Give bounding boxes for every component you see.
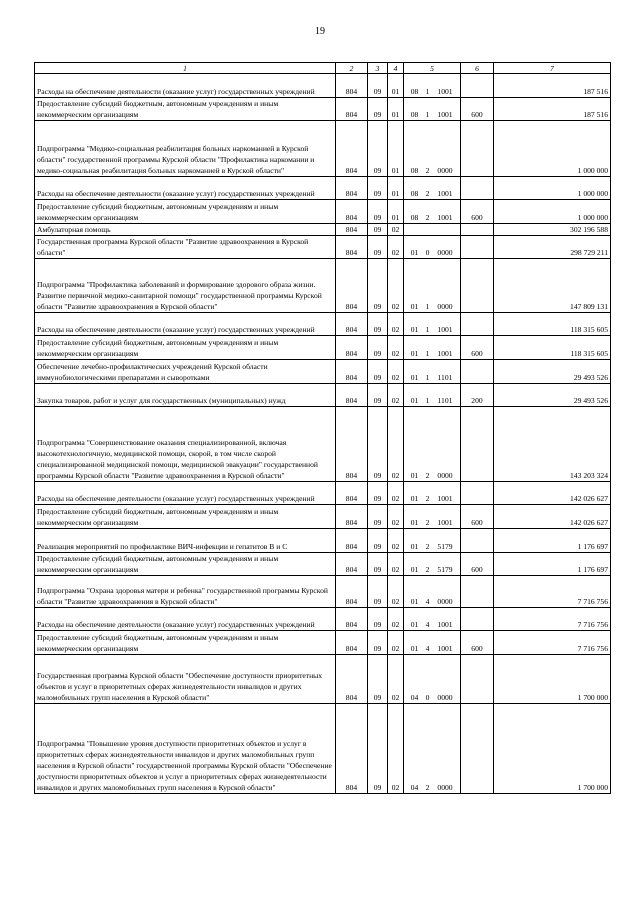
- row-amount: 29 493 526: [494, 384, 611, 407]
- row-section-code: 09: [368, 200, 388, 224]
- row-expense-type: [461, 704, 494, 794]
- row-subsection-code: 02: [388, 529, 404, 553]
- direction-code: 1001: [437, 620, 453, 629]
- table-row: [35, 224, 611, 236]
- table-row: [35, 704, 611, 794]
- row-target-article: [404, 655, 461, 704]
- row-expense-type: [461, 529, 494, 553]
- row-amount: 1 000 000: [494, 121, 611, 177]
- row-target-article: [404, 121, 461, 177]
- row-subsection-code: 02: [388, 236, 404, 259]
- row-amount: 298 729 211: [494, 236, 611, 259]
- row-amount: 142 026 627: [494, 505, 611, 529]
- direction-code: 0000: [437, 783, 453, 792]
- direction-code: 0000: [437, 597, 453, 606]
- row-name: Расходы на обеспечение деятельности (оказание услуг) государственных учреждений: [35, 74, 336, 98]
- row-ministry-code: 804: [336, 655, 368, 704]
- direction-code: 1001: [437, 213, 453, 222]
- direction-code: 0000: [437, 166, 453, 175]
- direction-code: 0000: [437, 693, 453, 702]
- row-target-article: [404, 313, 461, 336]
- subprogram-code: 4: [425, 620, 430, 629]
- row-amount: 302 196 588: [494, 224, 611, 236]
- program-code: 01: [410, 302, 419, 311]
- row-name: Подпрограмма "Повышение уровня доступности приоритетных объектов и услуг в приоритетных сферах жизнедеятельности инвалидов и других маломобильных групп населения в Курской области" государственной программы Курской области "Обеспечение доступности приоритетных объектов и услуг в приоритетных сферах жизнедеятельности инвалидов и других маломобильных групп населения в Курской области": [35, 704, 336, 794]
- row-expense-type: 600: [461, 336, 494, 360]
- program-code: 08: [410, 87, 419, 96]
- row-ministry-code: 804: [336, 407, 368, 482]
- program-code: 01: [410, 644, 419, 653]
- row-subsection-code: 01: [388, 74, 404, 98]
- row-subsection-code: 02: [388, 553, 404, 576]
- row-amount: 7 716 756: [494, 608, 611, 631]
- row-name: Расходы на обеспечение деятельности (оказание услуг) государственных учреждений: [35, 608, 336, 631]
- row-name: Предоставление субсидий бюджетным, автономным учреждениям и иным некоммерческим организациям: [35, 631, 336, 655]
- row-ministry-code: 804: [336, 224, 368, 236]
- row-amount: 187 516: [494, 74, 611, 98]
- row-ministry-code: 804: [336, 482, 368, 505]
- row-ministry-code: 804: [336, 259, 368, 313]
- row-subsection-code: 02: [388, 576, 404, 608]
- table-row: [35, 336, 611, 360]
- row-section-code: 09: [368, 121, 388, 177]
- subprogram-code: 0: [425, 248, 430, 257]
- row-ministry-code: 804: [336, 505, 368, 529]
- row-name: Предоставление субсидий бюджетным, автономным учреждениям и иным некоммерческим организациям: [35, 200, 336, 224]
- row-target-article: [404, 200, 461, 224]
- row-target-article: [404, 576, 461, 608]
- table-row: [35, 407, 611, 482]
- program-code: 04: [410, 693, 419, 702]
- row-expense-type: [461, 224, 494, 236]
- program-code: 01: [410, 349, 419, 358]
- row-name: Подпрограмма "Охрана здоровья матери и ребенка" государственной программы Курской области "Развитие здравоохранения в Курской области": [35, 576, 336, 608]
- table-row: [35, 553, 611, 576]
- row-ministry-code: 804: [336, 360, 368, 384]
- row-subsection-code: 02: [388, 224, 404, 236]
- subprogram-code: 4: [425, 644, 430, 653]
- row-subsection-code: 02: [388, 704, 404, 794]
- page-number: 19: [315, 26, 325, 37]
- header-cell: 7: [494, 63, 611, 74]
- row-subsection-code: 02: [388, 313, 404, 336]
- row-ministry-code: 804: [336, 384, 368, 407]
- row-expense-type: 200: [461, 384, 494, 407]
- row-expense-type: 600: [461, 98, 494, 121]
- table-row: [35, 98, 611, 121]
- row-name: Реализация мероприятий по профилактике ВИЧ-инфекции и гепатитов В и С: [35, 529, 336, 553]
- direction-code: 1001: [437, 110, 453, 119]
- row-name: Предоставление субсидий бюджетным, автономным учреждениям и иным некоммерческим организациям: [35, 98, 336, 121]
- row-amount: 1 176 697: [494, 553, 611, 576]
- row-expense-type: [461, 236, 494, 259]
- row-target-article: [404, 553, 461, 576]
- direction-code: 1001: [437, 644, 453, 653]
- subprogram-code: 1: [425, 325, 430, 334]
- row-expense-type: [461, 608, 494, 631]
- row-name: Амбулаторная помощь: [35, 224, 336, 236]
- table-row: [35, 505, 611, 529]
- header-cell: 3: [368, 63, 388, 74]
- row-name: Государственная программа Курской области "Обеспечение доступности приоритетных объектов и услуг в приоритетных сферах жизнедеятельности инвалидов и других маломобильных групп населения в Курской области": [35, 655, 336, 704]
- row-expense-type: [461, 121, 494, 177]
- row-target-article: [404, 177, 461, 200]
- row-section-code: 09: [368, 74, 388, 98]
- row-expense-type: 600: [461, 553, 494, 576]
- row-target-article: [404, 482, 461, 505]
- subprogram-code: 2: [425, 166, 430, 175]
- header-cell: 5: [404, 63, 461, 74]
- table-row: [35, 313, 611, 336]
- row-expense-type: 600: [461, 200, 494, 224]
- row-name: Закупка товаров, работ и услуг для государственных (муниципальных) нужд: [35, 384, 336, 407]
- row-subsection-code: 01: [388, 98, 404, 121]
- row-amount: 187 516: [494, 98, 611, 121]
- direction-code: 5179: [437, 565, 453, 574]
- subprogram-code: 1: [425, 87, 430, 96]
- row-target-article: [404, 224, 461, 236]
- program-code: 08: [410, 213, 419, 222]
- row-section-code: 09: [368, 98, 388, 121]
- row-expense-type: [461, 313, 494, 336]
- row-section-code: 09: [368, 236, 388, 259]
- row-name: Государственная программа Курской области "Развитие здравоохранения в Курской области": [35, 236, 336, 259]
- subprogram-code: 0: [425, 693, 430, 702]
- row-subsection-code: 02: [388, 360, 404, 384]
- row-ministry-code: 804: [336, 200, 368, 224]
- row-name: Подпрограмма "Медико-социальная реабилитация больных наркоманией в Курской области" государственной программы Курской области "Профилактика наркомании и медико-социальная реабилитация больных наркоманией в Курской области": [35, 121, 336, 177]
- row-name: Расходы на обеспечение деятельности (оказание услуг) государственных учреждений: [35, 482, 336, 505]
- row-target-article: [404, 384, 461, 407]
- direction-code: 1001: [437, 518, 453, 527]
- row-amount: 29 493 526: [494, 360, 611, 384]
- row-target-article: [404, 608, 461, 631]
- row-subsection-code: 02: [388, 336, 404, 360]
- row-subsection-code: 02: [388, 259, 404, 313]
- row-target-article: [404, 259, 461, 313]
- row-name: Предоставление субсидий бюджетным, автономным учреждениям и иным некоммерческим организациям: [35, 505, 336, 529]
- row-name: Обеспечение лечебно-профилактических учреждений Курской области иммунобиологическими препаратами и сыворотками: [35, 360, 336, 384]
- row-expense-type: [461, 259, 494, 313]
- program-code: 01: [410, 396, 419, 405]
- program-code: 01: [410, 565, 419, 574]
- direction-code: 1001: [437, 494, 453, 503]
- row-target-article: [404, 407, 461, 482]
- row-subsection-code: 01: [388, 200, 404, 224]
- row-expense-type: [461, 74, 494, 98]
- program-code: 01: [410, 325, 419, 334]
- program-code: 01: [410, 620, 419, 629]
- table-row: [35, 655, 611, 704]
- program-code: 08: [410, 166, 419, 175]
- row-amount: 7 716 756: [494, 631, 611, 655]
- table-row: [35, 259, 611, 313]
- row-section-code: 09: [368, 529, 388, 553]
- row-ministry-code: 804: [336, 74, 368, 98]
- row-name: Расходы на обеспечение деятельности (оказание услуг) государственных учреждений: [35, 177, 336, 200]
- row-target-article: [404, 704, 461, 794]
- row-target-article: [404, 336, 461, 360]
- row-target-article: [404, 505, 461, 529]
- program-code: 01: [410, 542, 419, 551]
- row-expense-type: 600: [461, 505, 494, 529]
- program-code: 01: [410, 373, 419, 382]
- program-code: 04: [410, 783, 419, 792]
- row-target-article: [404, 236, 461, 259]
- table-row: [35, 121, 611, 177]
- row-section-code: 09: [368, 177, 388, 200]
- row-subsection-code: 01: [388, 121, 404, 177]
- row-section-code: 09: [368, 224, 388, 236]
- program-code: 08: [410, 189, 419, 198]
- row-name: Расходы на обеспечение деятельности (оказание услуг) государственных учреждений: [35, 313, 336, 336]
- row-ministry-code: 804: [336, 529, 368, 553]
- row-ministry-code: 804: [336, 336, 368, 360]
- row-target-article: [404, 74, 461, 98]
- row-target-article: [404, 631, 461, 655]
- row-ministry-code: 804: [336, 631, 368, 655]
- table-row: [35, 384, 611, 407]
- row-expense-type: [461, 576, 494, 608]
- row-section-code: 09: [368, 407, 388, 482]
- header-cell: 4: [388, 63, 404, 74]
- subprogram-code: 2: [425, 494, 430, 503]
- row-ministry-code: 804: [336, 177, 368, 200]
- subprogram-code: 4: [425, 597, 430, 606]
- subprogram-code: 1: [425, 349, 430, 358]
- row-section-code: 09: [368, 655, 388, 704]
- row-section-code: 09: [368, 259, 388, 313]
- row-subsection-code: 02: [388, 407, 404, 482]
- row-section-code: 09: [368, 608, 388, 631]
- header-cell: 2: [336, 63, 368, 74]
- row-subsection-code: 02: [388, 482, 404, 505]
- program-code: 01: [410, 471, 419, 480]
- row-expense-type: [461, 177, 494, 200]
- row-ministry-code: 804: [336, 576, 368, 608]
- direction-code: 0000: [437, 248, 453, 257]
- row-amount: 1 700 000: [494, 704, 611, 794]
- row-section-code: 09: [368, 336, 388, 360]
- row-amount: 1 700 000: [494, 655, 611, 704]
- row-subsection-code: 01: [388, 177, 404, 200]
- table-header-row: [35, 63, 611, 74]
- table-row: [35, 482, 611, 505]
- row-section-code: 09: [368, 631, 388, 655]
- subprogram-code: 1: [425, 396, 430, 405]
- row-expense-type: 600: [461, 631, 494, 655]
- table-row: [35, 360, 611, 384]
- direction-code: 1001: [437, 349, 453, 358]
- table-row: [35, 529, 611, 553]
- budget-table: [34, 62, 611, 794]
- row-amount: 118 315 605: [494, 336, 611, 360]
- subprogram-code: 1: [425, 373, 430, 382]
- header-cell: 1: [35, 63, 336, 74]
- row-ministry-code: 804: [336, 553, 368, 576]
- table-row: [35, 576, 611, 608]
- table-row: [35, 74, 611, 98]
- direction-code: 1101: [437, 396, 453, 405]
- direction-code: 5179: [437, 542, 453, 551]
- subprogram-code: 2: [425, 189, 430, 198]
- row-name: Предоставление субсидий бюджетным, автономным учреждениям и иным некоммерческим организациям: [35, 553, 336, 576]
- row-target-article: [404, 529, 461, 553]
- subprogram-code: 2: [425, 213, 430, 222]
- row-expense-type: [461, 407, 494, 482]
- direction-code: 1001: [437, 87, 453, 96]
- subprogram-code: 2: [425, 518, 430, 527]
- row-amount: 1 176 697: [494, 529, 611, 553]
- program-code: 01: [410, 494, 419, 503]
- row-section-code: 09: [368, 505, 388, 529]
- row-ministry-code: 804: [336, 98, 368, 121]
- table-row: [35, 177, 611, 200]
- row-target-article: [404, 360, 461, 384]
- subprogram-code: 1: [425, 110, 430, 119]
- subprogram-code: 1: [425, 302, 430, 311]
- row-ministry-code: 804: [336, 608, 368, 631]
- row-subsection-code: 02: [388, 384, 404, 407]
- header-cell: 6: [461, 63, 494, 74]
- row-expense-type: [461, 360, 494, 384]
- row-section-code: 09: [368, 576, 388, 608]
- row-name: Подпрограмма "Совершенствование оказания специализированной, включая высокотехнологичную, медицинской помощи, скорой, в том числе скорой специализированной медицинской помощи, медицинской эвакуации" государственной программы Курской области "Развитие здравоохранения в Курской области": [35, 407, 336, 482]
- direction-code: 1101: [437, 373, 453, 382]
- program-code: 01: [410, 597, 419, 606]
- row-ministry-code: 804: [336, 121, 368, 177]
- row-ministry-code: 804: [336, 313, 368, 336]
- program-code: 01: [410, 518, 419, 527]
- subprogram-code: 2: [425, 783, 430, 792]
- subprogram-code: 2: [425, 471, 430, 480]
- table-row: [35, 200, 611, 224]
- row-ministry-code: 804: [336, 236, 368, 259]
- row-section-code: 09: [368, 360, 388, 384]
- table-row: [35, 608, 611, 631]
- row-amount: 1 000 000: [494, 177, 611, 200]
- row-amount: 7 716 756: [494, 576, 611, 608]
- row-target-article: [404, 98, 461, 121]
- row-section-code: 09: [368, 553, 388, 576]
- row-amount: 143 203 324: [494, 407, 611, 482]
- program-code: 01: [410, 248, 419, 257]
- row-expense-type: [461, 482, 494, 505]
- row-section-code: 09: [368, 482, 388, 505]
- row-amount: 147 809 131: [494, 259, 611, 313]
- row-ministry-code: 804: [336, 704, 368, 794]
- row-section-code: 09: [368, 313, 388, 336]
- row-expense-type: [461, 655, 494, 704]
- row-section-code: 09: [368, 384, 388, 407]
- table-row: [35, 236, 611, 259]
- direction-code: 0000: [437, 302, 453, 311]
- row-name: Подпрограмма "Профилактика заболеваний и формирование здорового образа жизни. Развитие первичной медико-санитарной помощи" государственной программы Курской области "Развитие здравоохранения в Курской области": [35, 259, 336, 313]
- subprogram-code: 2: [425, 542, 430, 551]
- row-amount: 1 000 000: [494, 200, 611, 224]
- row-subsection-code: 02: [388, 655, 404, 704]
- subprogram-code: 2: [425, 565, 430, 574]
- row-section-code: 09: [368, 704, 388, 794]
- row-subsection-code: 02: [388, 631, 404, 655]
- row-subsection-code: 02: [388, 505, 404, 529]
- table-row: [35, 631, 611, 655]
- direction-code: 1001: [437, 325, 453, 334]
- direction-code: 0000: [437, 471, 453, 480]
- row-name: Предоставление субсидий бюджетным, автономным учреждениям и иным некоммерческим организациям: [35, 336, 336, 360]
- program-code: 08: [410, 110, 419, 119]
- direction-code: 1001: [437, 189, 453, 198]
- row-amount: 142 026 627: [494, 482, 611, 505]
- row-subsection-code: 02: [388, 608, 404, 631]
- row-amount: 118 315 605: [494, 313, 611, 336]
